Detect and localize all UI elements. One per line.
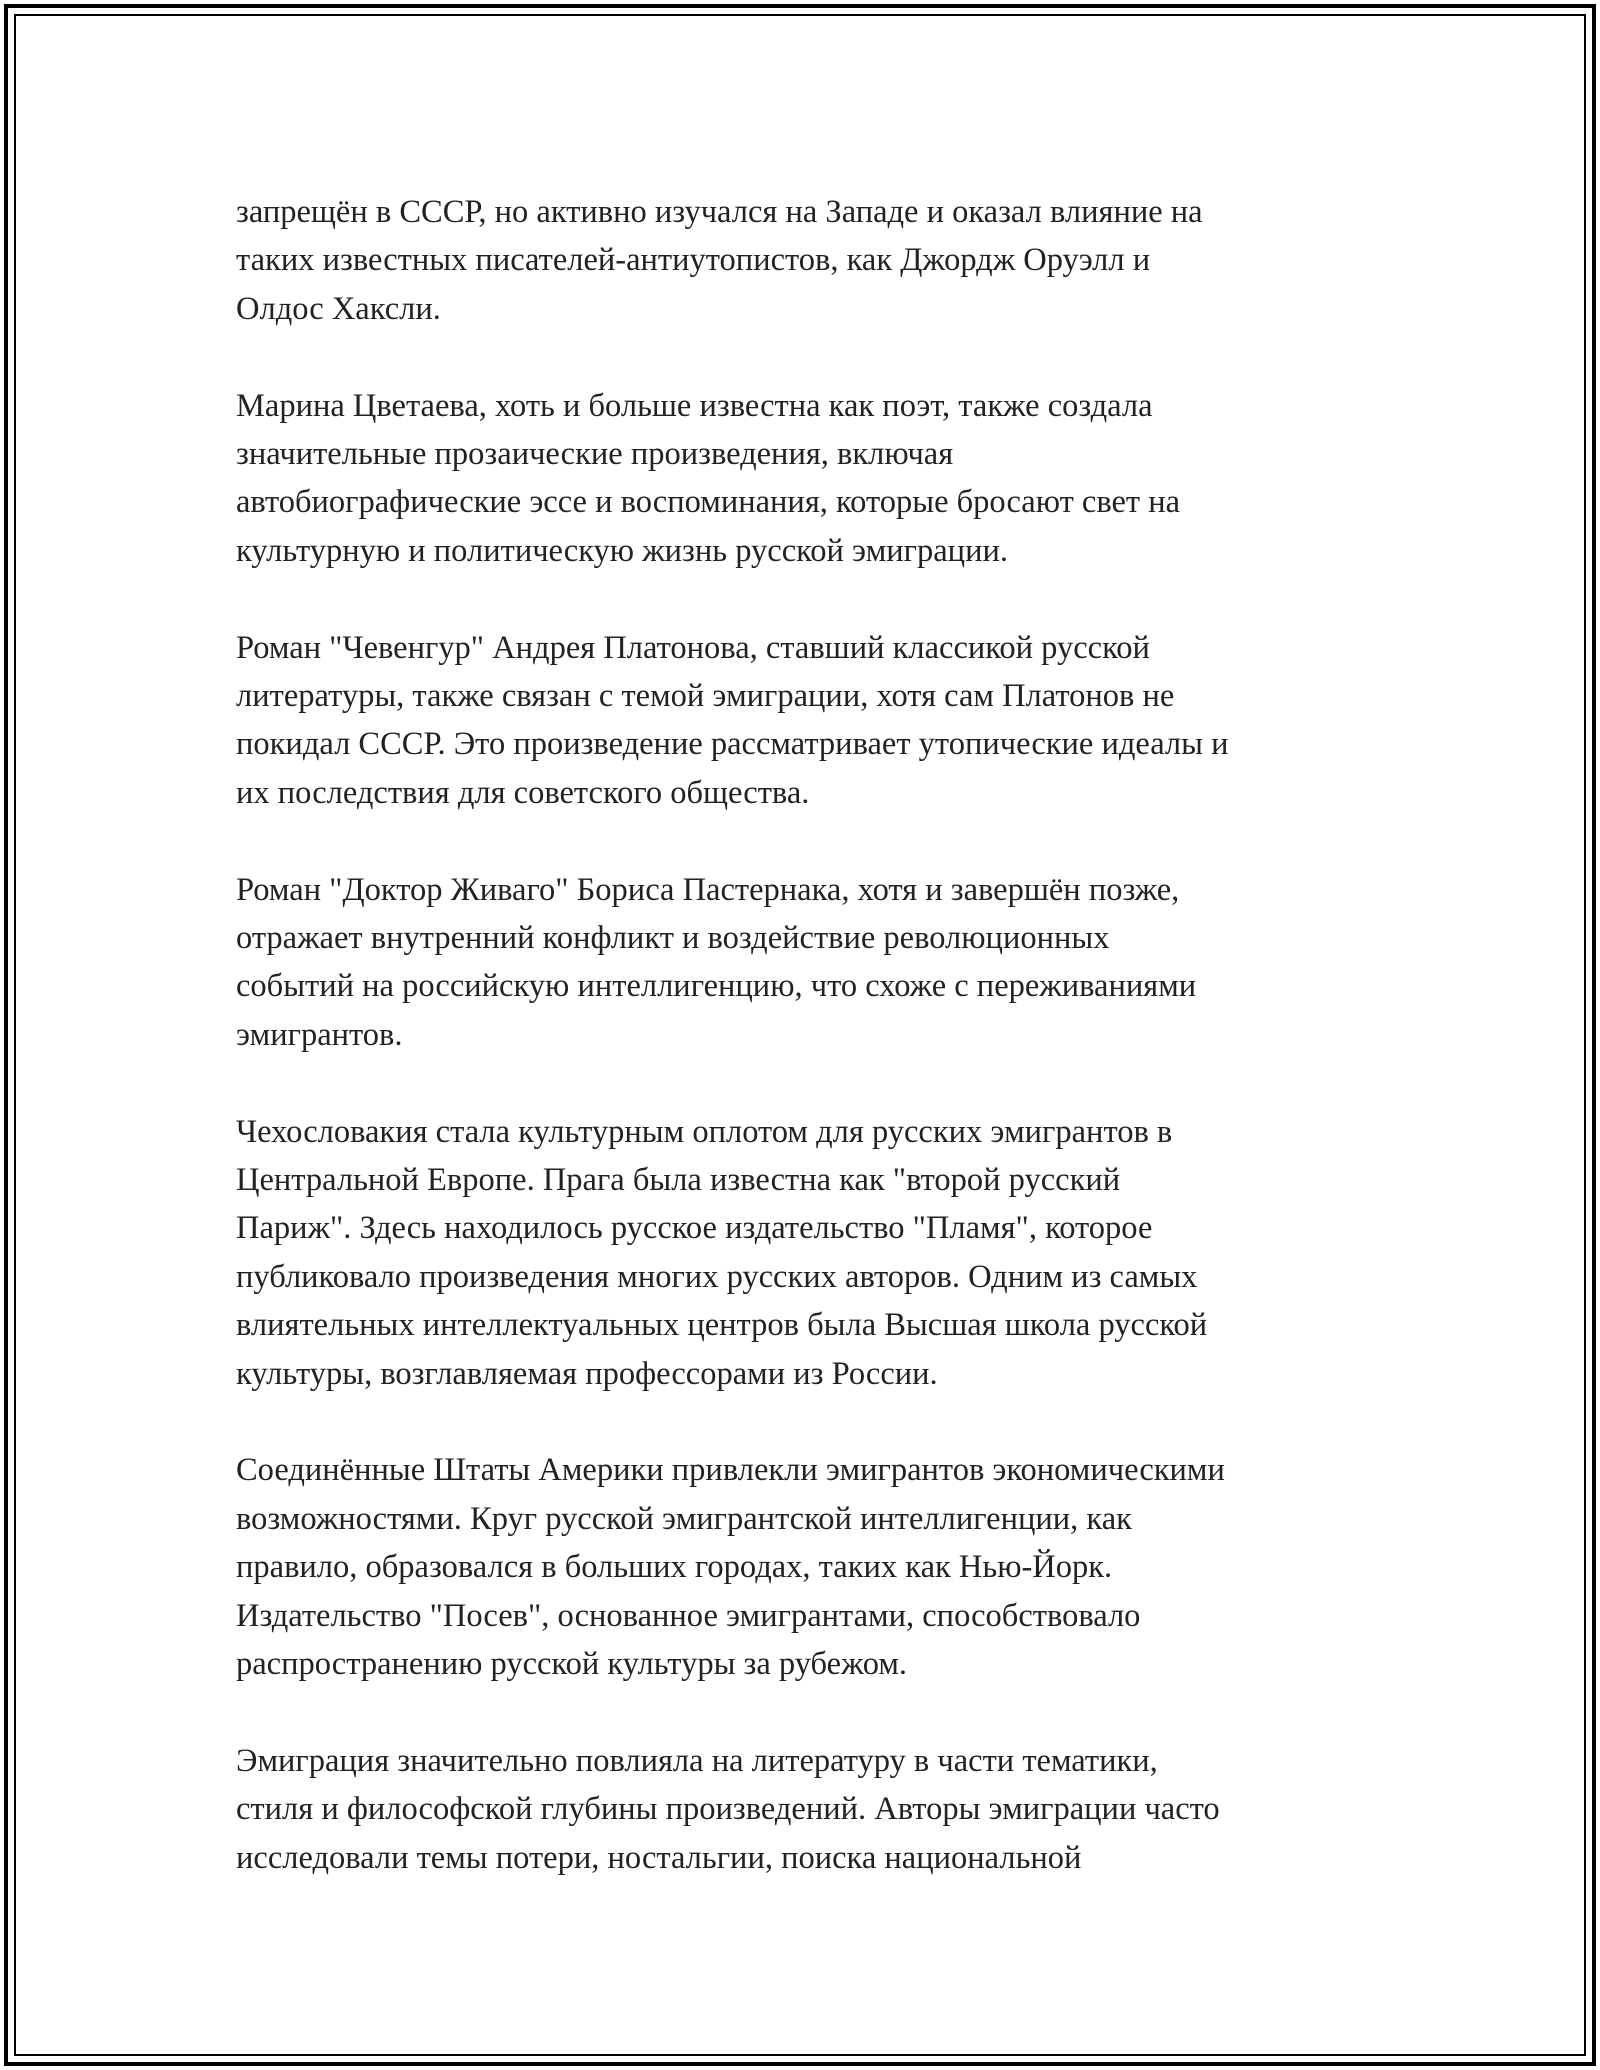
- text-line: событий на российскую интеллигенцию, что схоже с переживаниями: [236, 968, 1197, 1005]
- text-line: Роман "Чевенгур" Андрея Платонова, ставший классикой русской: [236, 629, 1150, 666]
- text-line: покидал СССР. Это произведение рассматривает утопические идеалы и: [236, 726, 1229, 763]
- text-line: значительные прозаические произведения, включая: [236, 436, 954, 473]
- text-line: их последствия для советского общества.: [236, 774, 810, 811]
- text-line: влиятельных интеллектуальных центров была Высшая школа русской: [236, 1307, 1208, 1344]
- text-line: таких известных писателей-антиутопистов, как Джордж Оруэлл и: [236, 242, 1151, 279]
- text-line: Центральной Европе. Прага была известна как "второй русский: [236, 1162, 1121, 1199]
- text-line: публиковало произведения многих русских авторов. Одним из самых: [236, 1258, 1198, 1295]
- text-line: Париж". Здесь находилось русское издательство "Пламя", которое: [236, 1210, 1153, 1247]
- text-line: Издательство "Посев", основанное эмигрантами, способствовало: [236, 1597, 1141, 1634]
- paragraph-1: [236, 188, 1396, 333]
- text-line: стиля и философской глубины произведений. Авторы эмиграции часто: [236, 1791, 1220, 1828]
- text-line: автобиографические эссе и воспоминания, которые бросают свет на: [236, 484, 1181, 521]
- text-line: Соединённые Штаты Америки привлекли эмигрантов экономическими: [236, 1452, 1225, 1489]
- paragraph-7: [236, 1737, 1396, 1882]
- text-line: Чехословакия стала культурным оплотом для русских эмигрантов в: [236, 1113, 1173, 1150]
- text-line: исследовали темы потери, ностальгии, поиска национальной: [236, 1839, 1082, 1876]
- paragraph-4: [236, 866, 1396, 1060]
- text-line: культуры, возглавляемая профессорами из России.: [236, 1355, 938, 1392]
- text-line: распространению русской культуры за рубежом.: [236, 1646, 908, 1683]
- text-line: Олдос Хаксли.: [236, 290, 441, 327]
- text-line: культурную и политическую жизнь русской эмиграции.: [236, 532, 1008, 569]
- paragraph-5: [236, 1108, 1396, 1398]
- text-line: литературы, также связан с темой эмиграции, хотя сам Платонов не: [236, 678, 1175, 715]
- paragraph-2: [236, 382, 1396, 576]
- document-body: [236, 188, 1396, 1931]
- text-line: правило, образовался в больших городах, таких как Нью-Йорк.: [236, 1549, 1113, 1586]
- text-line: возможностями. Круг русской эмигрантской интеллигенции, как: [236, 1500, 1132, 1537]
- text-line: отражает внутренний конфликт и воздействие революционных: [236, 920, 1110, 957]
- text-line: запрещён в СССР, но активно изучался на Западе и оказал влияние на: [236, 194, 1203, 230]
- paragraph-6: [236, 1446, 1396, 1688]
- text-line: Марина Цветаева, хоть и больше известна как поэт, также создала: [236, 387, 1153, 424]
- paragraph-3: [236, 624, 1396, 818]
- text-line: эмигрантов.: [236, 1016, 403, 1053]
- text-line: Эмиграция значительно повлияла на литературу в части тематики,: [236, 1742, 1158, 1779]
- text-line: Роман "Доктор Живаго" Бориса Пастернака, хотя и завершён позже,: [236, 871, 1180, 908]
